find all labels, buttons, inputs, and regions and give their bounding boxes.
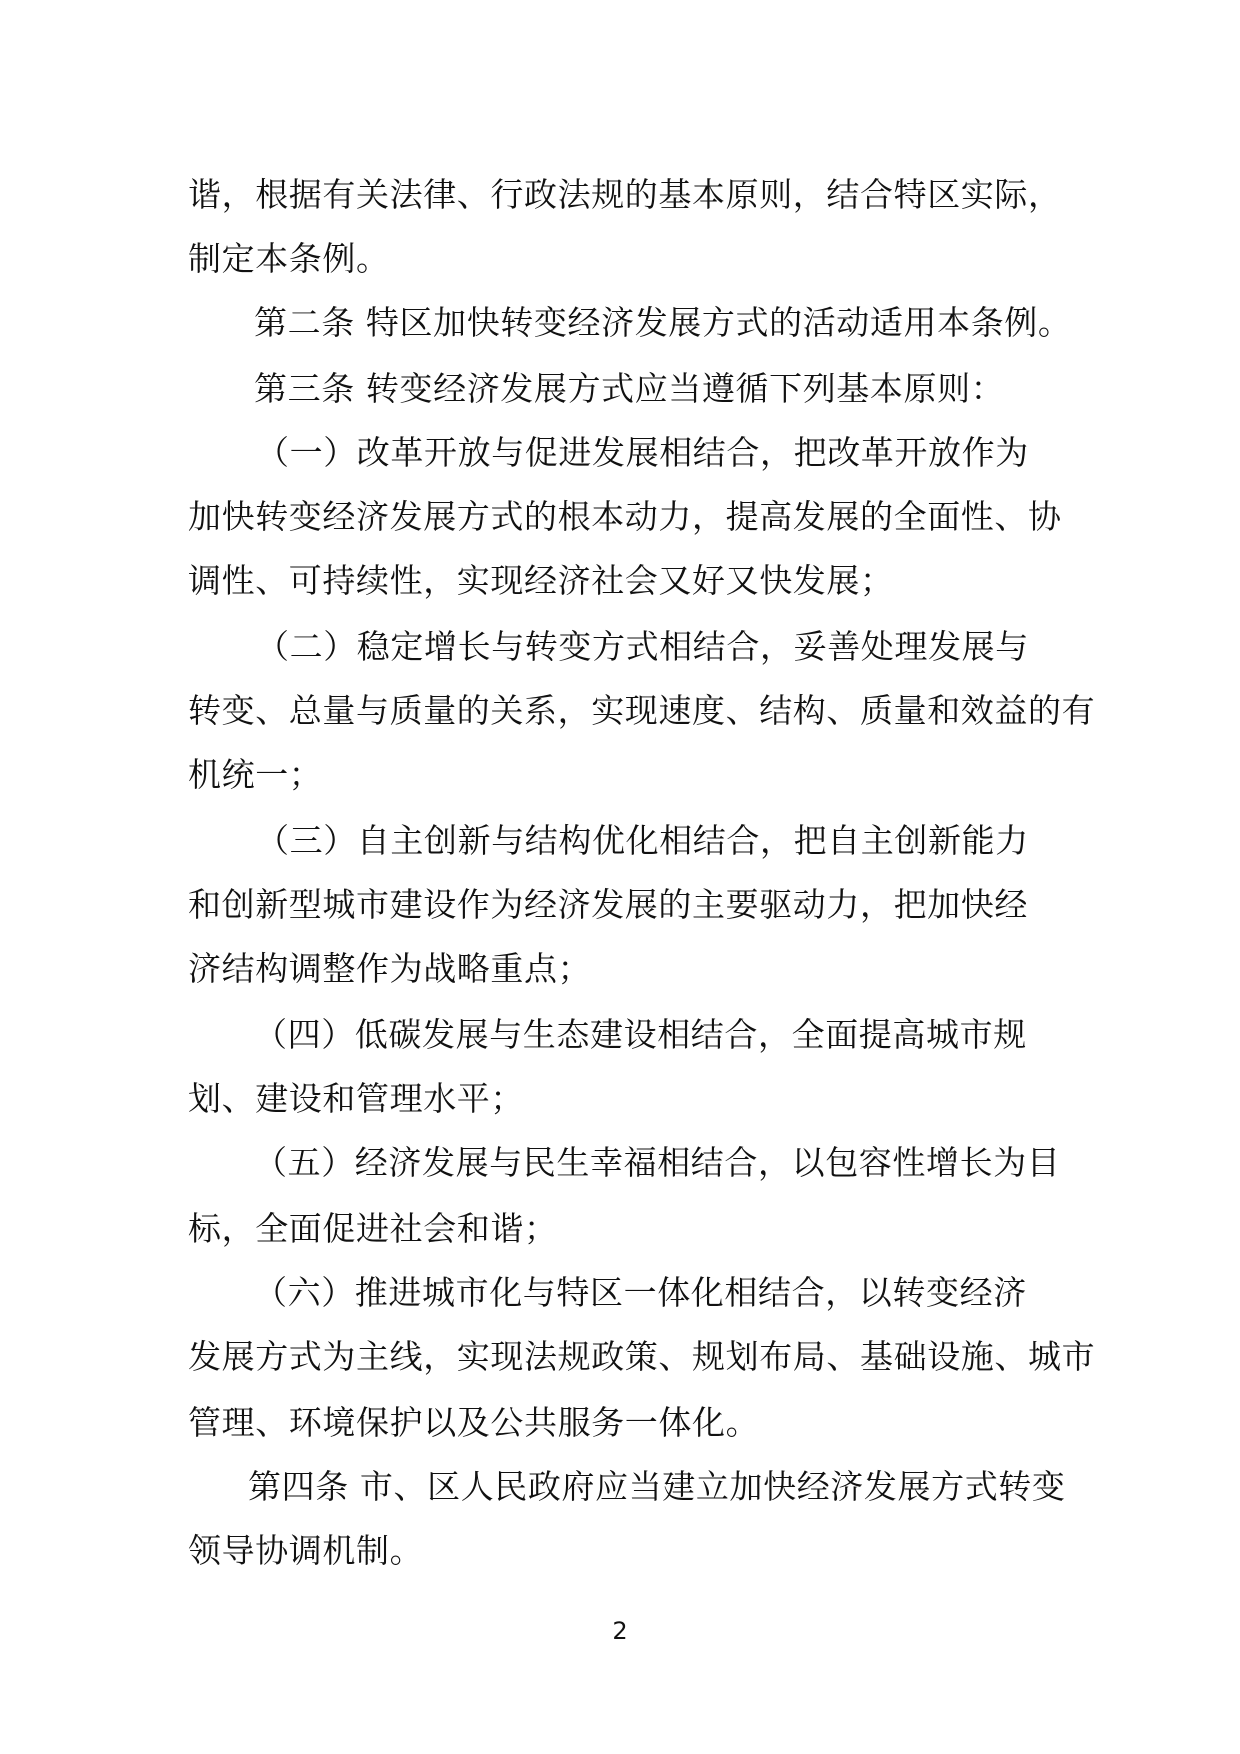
- text-line: 转变、总量与质量的关系，实现速度、结构、质量和效益的有: [188, 691, 1096, 730]
- text-line: 领导协调机制。: [188, 1531, 424, 1570]
- text-line: 和创新型城市建设作为经济发展的主要驱动力，把加快经: [188, 885, 1028, 924]
- text-line: 标，全面促进社会和谐；: [188, 1209, 558, 1248]
- principle-5: （五）经济发展与民生幸福相结合，以包容性增长为目: [254, 1143, 1061, 1182]
- text-line: 济结构调整作为战略重点；: [188, 949, 592, 988]
- article-2: 第二条 特区加快转变经济发展方式的活动适用本条例。: [254, 303, 1072, 342]
- text-line: 发展方式为主线，实现法规政策、规划布局、基础设施、城市: [188, 1337, 1096, 1376]
- text-line: 划、建设和管理水平；: [188, 1079, 524, 1118]
- principle-2: （二）稳定增长与转变方式相结合，妥善处理发展与: [256, 627, 1029, 666]
- principle-6: （六）推进城市化与特区一体化相结合，以转变经济: [254, 1273, 1027, 1312]
- principle-4: （四）低碳发展与生态建设相结合，全面提高城市规: [254, 1015, 1027, 1054]
- article-4: 第四条 市、区人民政府应当建立加快经济发展方式转变: [248, 1467, 1066, 1506]
- text-line: 加快转变经济发展方式的根本动力，提高发展的全面性、协: [188, 497, 1062, 536]
- text-line: 机统一；: [188, 755, 323, 794]
- text-line: 制定本条例。: [188, 239, 390, 278]
- article-3: 第三条 转变经济发展方式应当遵循下列基本原则：: [254, 369, 1005, 408]
- text-line: 调性、可持续性，实现经济社会又好又快发展；: [188, 561, 894, 600]
- principle-3: （三）自主创新与结构优化相结合，把自主创新能力: [256, 821, 1029, 860]
- principle-1: （一）改革开放与促进发展相结合，把改革开放作为: [256, 433, 1029, 472]
- text-line: 管理、环境保护以及公共服务一体化。: [188, 1403, 760, 1442]
- text-line: 谐，根据有关法律、行政法规的基本原则，结合特区实际，: [188, 175, 1062, 214]
- page-number: 2: [612, 1617, 628, 1645]
